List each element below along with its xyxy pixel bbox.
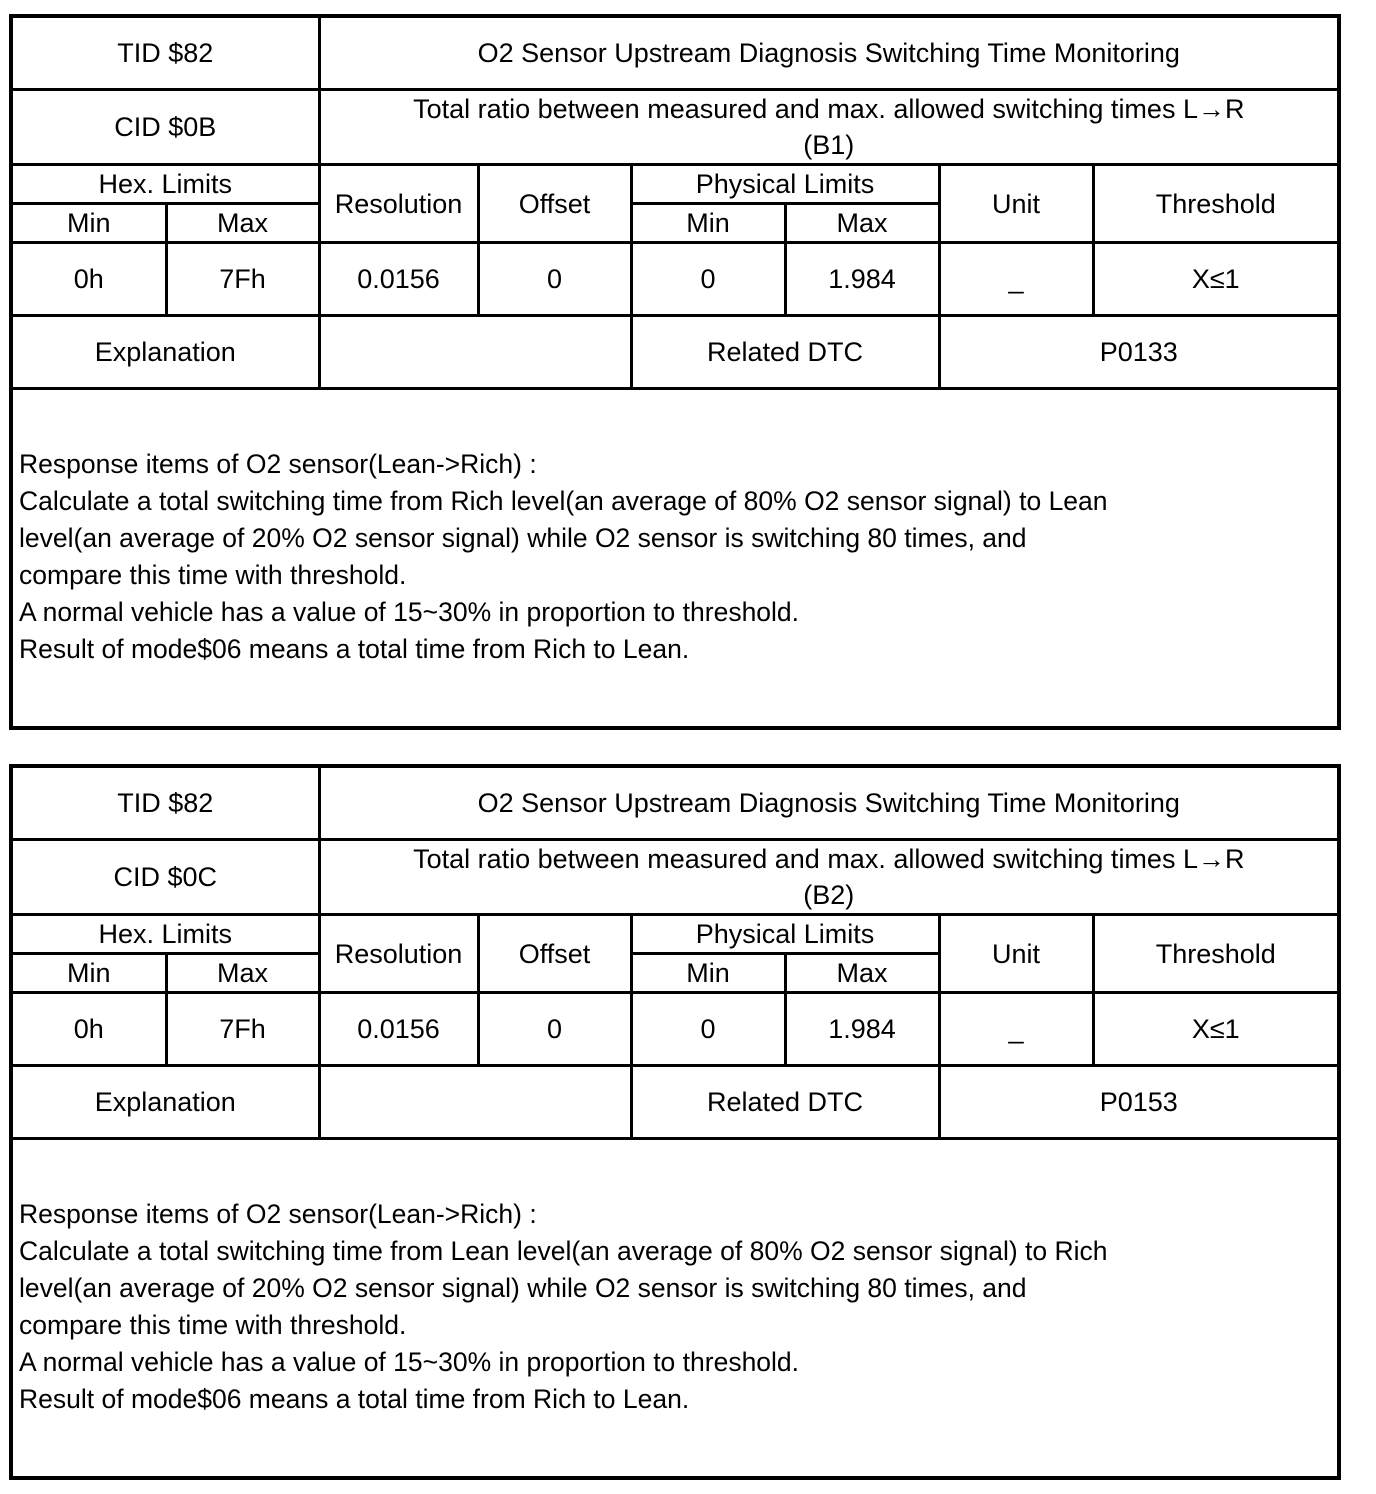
threshold-value: X≤1 bbox=[1093, 243, 1337, 316]
hex-max-header: Max bbox=[166, 954, 319, 993]
description-line: Response items of O2 sensor(Lean->Rich) : bbox=[19, 449, 537, 479]
hex-min-value: 0h bbox=[13, 993, 166, 1066]
hex-max-header: Max bbox=[166, 204, 319, 243]
unit-header: Unit bbox=[939, 915, 1093, 993]
phys-min-value: 0 bbox=[631, 993, 785, 1066]
related-dtc-label: Related DTC bbox=[631, 1066, 939, 1139]
hex-min-header: Min bbox=[13, 954, 166, 993]
related-dtc-value: P0133 bbox=[939, 316, 1337, 389]
phys-max-header: Max bbox=[785, 204, 939, 243]
threshold-header: Threshold bbox=[1093, 915, 1337, 993]
explanation-label: Explanation bbox=[13, 316, 319, 389]
description-line: Calculate a total switching time from Rich level(an average of 80% O2 sensor signal) to Lean bbox=[19, 486, 1108, 516]
resolution-value: 0.0156 bbox=[319, 993, 478, 1066]
resolution-header: Resolution bbox=[319, 165, 478, 243]
description-line: Response items of O2 sensor(Lean->Rich) : bbox=[19, 1199, 537, 1229]
description-line: level(an average of 20% O2 sensor signal) while O2 sensor is switching 80 times, and bbox=[19, 523, 1027, 553]
description-block bbox=[13, 390, 1337, 668]
hex-limits-header: Hex. Limits bbox=[13, 915, 319, 954]
monitor-table-b1 bbox=[9, 14, 1341, 730]
phys-max-value: 1.984 bbox=[785, 993, 939, 1066]
description-block bbox=[13, 1140, 1337, 1418]
description-line: Calculate a total switching time from Lean level(an average of 80% O2 sensor signal) to Rich bbox=[19, 1236, 1108, 1266]
explanation-value bbox=[319, 1066, 631, 1139]
cid-cell: CID $0B bbox=[13, 90, 319, 165]
phys-max-value: 1.984 bbox=[785, 243, 939, 316]
description-line: A normal vehicle has a value of 15~30% in proportion to threshold. bbox=[19, 597, 800, 627]
tid-cell: TID $82 bbox=[13, 768, 319, 840]
description-line: Result of mode$06 means a total time from Rich to Lean. bbox=[19, 1384, 690, 1414]
description-line: Result of mode$06 means a total time from Rich to Lean. bbox=[19, 634, 690, 664]
related-dtc-label: Related DTC bbox=[631, 316, 939, 389]
title-cell: O2 Sensor Upstream Diagnosis Switching Time Monitoring bbox=[319, 18, 1337, 90]
title-cell: O2 Sensor Upstream Diagnosis Switching Time Monitoring bbox=[319, 768, 1337, 840]
cid-description-cell bbox=[319, 90, 1337, 165]
phys-min-header: Min bbox=[631, 954, 785, 993]
description-line: A normal vehicle has a value of 15~30% in proportion to threshold. bbox=[19, 1347, 800, 1377]
offset-value: 0 bbox=[478, 243, 631, 316]
threshold-header: Threshold bbox=[1093, 165, 1337, 243]
threshold-value: X≤1 bbox=[1093, 993, 1337, 1066]
hex-limits-header: Hex. Limits bbox=[13, 165, 319, 204]
cid-description-line1: Total ratio between measured and max. allowed switching times L→R bbox=[413, 94, 1245, 124]
hex-max-value: 7Fh bbox=[166, 993, 319, 1066]
unit-header: Unit bbox=[939, 165, 1093, 243]
cid-description-line1: Total ratio between measured and max. allowed switching times L→R bbox=[413, 844, 1245, 874]
spec-table bbox=[13, 768, 1337, 1140]
explanation-value bbox=[319, 316, 631, 389]
description-line: level(an average of 20% O2 sensor signal) while O2 sensor is switching 80 times, and bbox=[19, 1273, 1027, 1303]
offset-header: Offset bbox=[478, 915, 631, 993]
phys-min-value: 0 bbox=[631, 243, 785, 316]
description-line: compare this time with threshold. bbox=[19, 560, 407, 590]
resolution-value: 0.0156 bbox=[319, 243, 478, 316]
related-dtc-value: P0153 bbox=[939, 1066, 1337, 1139]
cid-description-line2: (B1) bbox=[803, 130, 855, 160]
monitor-table-b2 bbox=[9, 764, 1341, 1480]
hex-max-value: 7Fh bbox=[166, 243, 319, 316]
offset-header: Offset bbox=[478, 165, 631, 243]
unit-value: _ bbox=[939, 243, 1093, 316]
offset-value: 0 bbox=[478, 993, 631, 1066]
resolution-header: Resolution bbox=[319, 915, 478, 993]
cid-description-line2: (B2) bbox=[803, 880, 855, 910]
phys-max-header: Max bbox=[785, 954, 939, 993]
hex-min-value: 0h bbox=[13, 243, 166, 316]
cid-description-cell bbox=[319, 840, 1337, 915]
hex-min-header: Min bbox=[13, 204, 166, 243]
physical-limits-header: Physical Limits bbox=[631, 165, 939, 204]
tid-cell: TID $82 bbox=[13, 18, 319, 90]
phys-min-header: Min bbox=[631, 204, 785, 243]
description-line: compare this time with threshold. bbox=[19, 1310, 407, 1340]
explanation-label: Explanation bbox=[13, 1066, 319, 1139]
unit-value: _ bbox=[939, 993, 1093, 1066]
physical-limits-header: Physical Limits bbox=[631, 915, 939, 954]
spec-table bbox=[13, 18, 1337, 390]
cid-cell: CID $0C bbox=[13, 840, 319, 915]
